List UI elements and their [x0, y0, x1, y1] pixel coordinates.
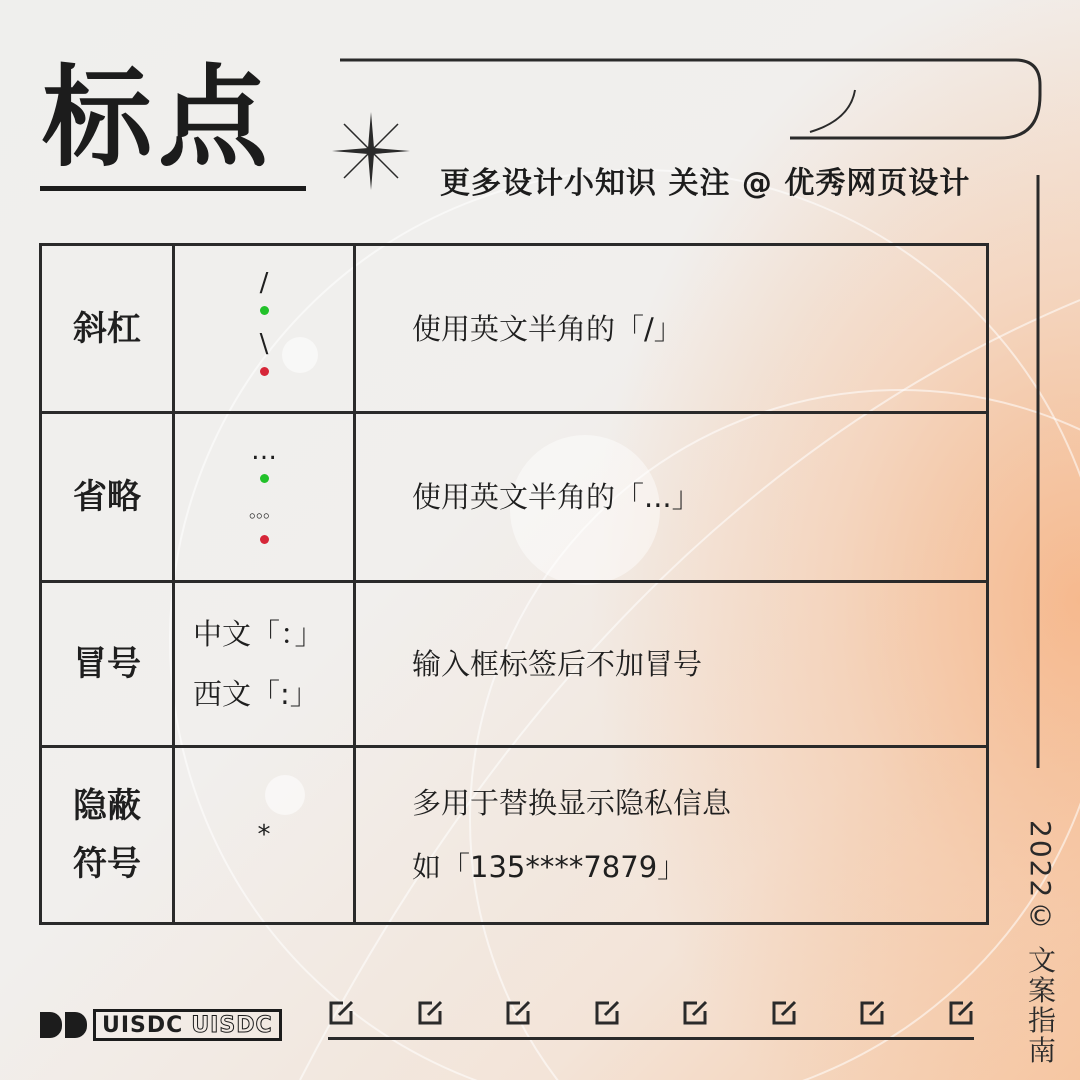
description-cell: [355, 413, 988, 581]
punctuation-table: [39, 243, 989, 925]
row-name: 省略: [41, 413, 174, 581]
symbol-cell: [174, 413, 355, 581]
edit-icon: [592, 998, 622, 1028]
western-colon: 西文「:」: [193, 677, 319, 712]
symbol-cell: [174, 747, 355, 924]
logo-text: UISDC: [102, 1012, 184, 1038]
subtitle: 更多设计小知识 关注 @ 优秀网页设计: [440, 166, 971, 201]
description-text: 使用英文半角的「...」: [412, 480, 701, 515]
row-name: 冒号: [41, 581, 174, 747]
wrong-symbol: 。。。: [249, 501, 279, 523]
row-name: [41, 747, 174, 924]
side-caption: 2022© 文案指南: [1024, 820, 1057, 1066]
description-cell: [355, 581, 988, 747]
correct-symbol: /: [259, 267, 269, 298]
description-cell: [355, 747, 988, 924]
logo-outline-text: UISDC: [191, 1012, 273, 1038]
row-name: 斜杠: [41, 245, 174, 413]
row-name-line: 隐蔽: [73, 786, 141, 827]
edit-icon: [946, 998, 976, 1028]
edit-icon: [503, 998, 533, 1028]
bottom-rule: [328, 1037, 974, 1040]
edit-icon: [326, 998, 356, 1028]
description-text: 输入框标签后不加冒号: [412, 647, 703, 682]
sparkle-icon: [330, 110, 412, 192]
logo-wordmark: [93, 1009, 282, 1041]
description-cell: [355, 245, 988, 413]
symbol-cell: [174, 581, 355, 747]
edit-icon: [769, 998, 799, 1028]
table-row: [41, 413, 988, 581]
edit-icon: [680, 998, 710, 1028]
description-example: 如「135****7879」: [412, 850, 687, 885]
description-text: 使用英文半角的「/」: [412, 311, 683, 346]
uisdc-logo: [40, 1010, 282, 1040]
logo-mark-icon: [40, 1012, 87, 1038]
row-name-line: 符号: [73, 844, 141, 885]
table-row: [41, 581, 988, 747]
page-title: 标点: [42, 54, 274, 182]
description-text: 多用于替换显示隐私信息: [412, 786, 732, 821]
correct-dot: [260, 306, 269, 315]
wrong-dot: [260, 535, 269, 544]
title-underline: [40, 186, 306, 191]
correct-symbol: …: [251, 436, 277, 467]
mask-symbol: *: [257, 820, 271, 851]
symbol-cell: [174, 245, 355, 413]
table-row: [41, 747, 988, 924]
edit-icon: [857, 998, 887, 1028]
correct-dot: [260, 474, 269, 483]
chinese-colon: 中文「：」: [193, 617, 324, 652]
wrong-symbol: \: [259, 328, 269, 359]
wrong-dot: [260, 367, 269, 376]
edit-icons-row: [326, 998, 976, 1034]
table-row: [41, 245, 988, 413]
edit-icon: [415, 998, 445, 1028]
